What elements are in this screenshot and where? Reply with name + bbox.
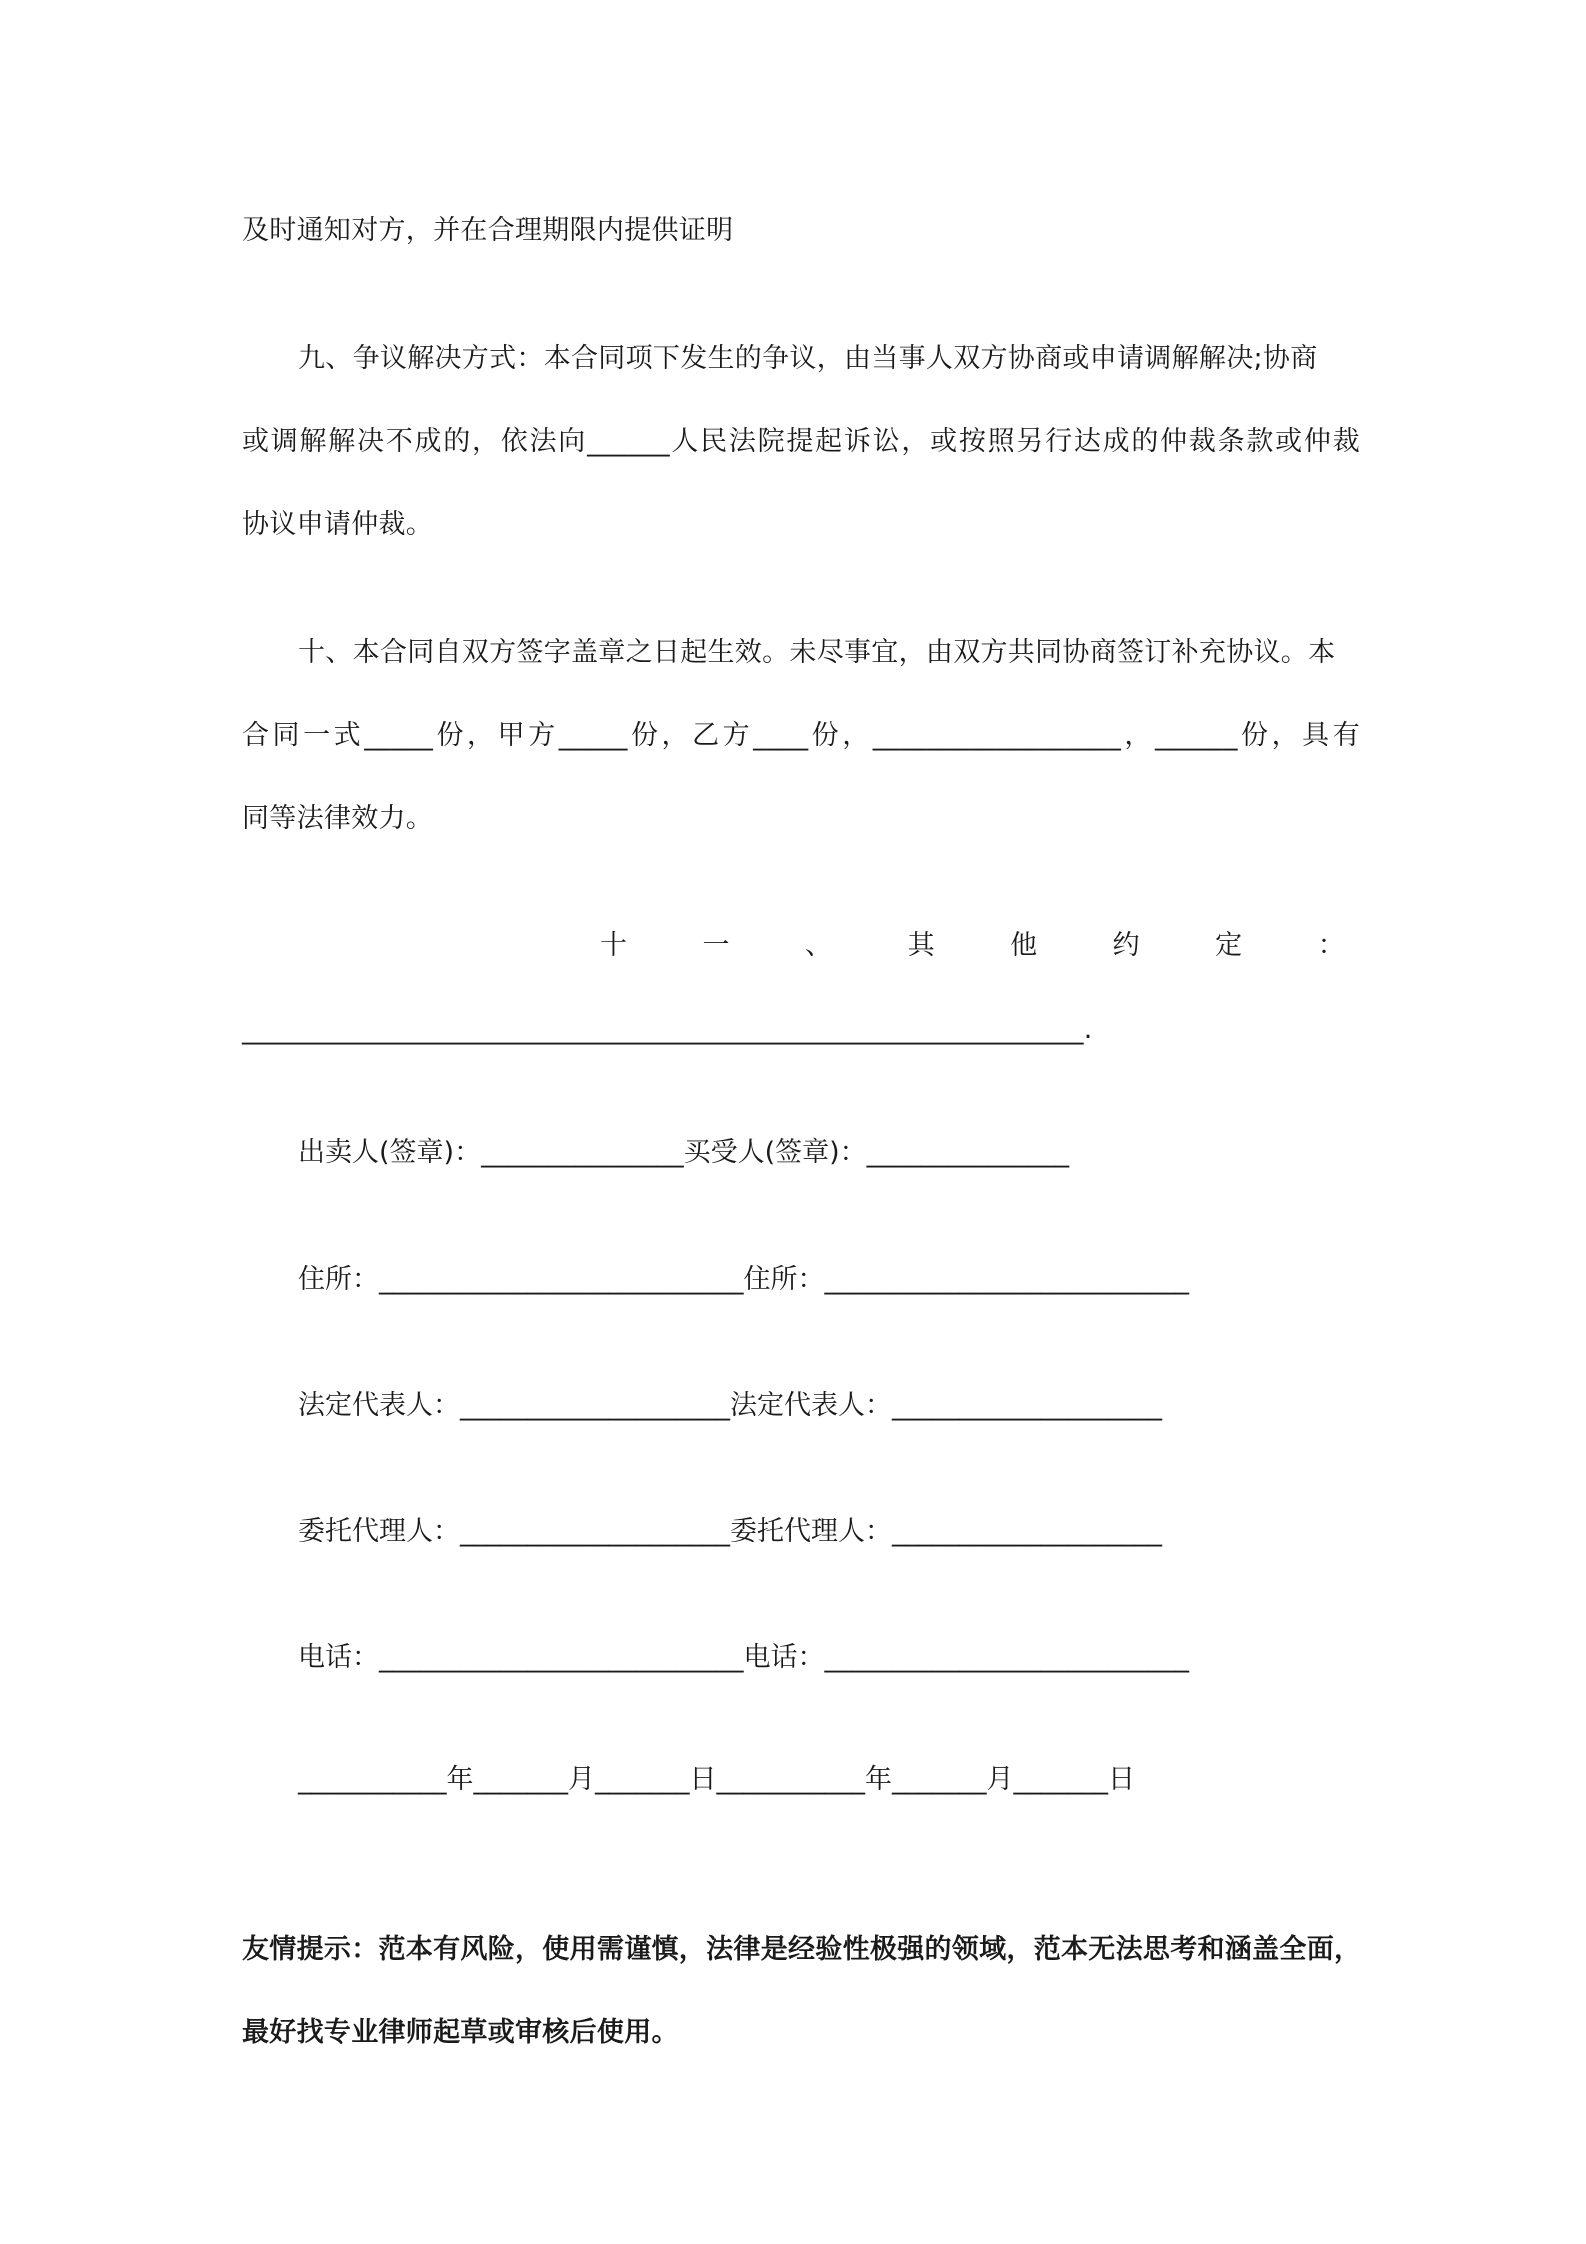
legal-representative-line: 法定代表人：____________________法定代表人：____________________ [298, 1390, 1162, 1421]
article10-line1: 十、本合同自双方签字盖章之日起生效。未尽事宜，由双方共同协商签订补充协议。本 [298, 637, 1336, 668]
article10-line2: 合同一式_____份，甲方_____份，乙方____份，__________________，______份，具有 [242, 720, 1360, 751]
agent-line: 委托代理人：____________________委托代理人：____________________ [298, 1516, 1162, 1547]
notice-line1: 友情提示：范本有风险，使用需谨慎，法律是经验性极强的领域，范本无法思考和涵盖全面， [242, 1934, 1362, 1965]
notice-line2: 最好找专业律师起草或审核后使用。 [242, 2017, 679, 2048]
article8-tail: 及时通知对方，并在合理期限内提供证明 [242, 215, 734, 246]
article9-line3: 协议申请仲裁。 [242, 509, 434, 540]
date-line: ___________年_______月_______日___________年_______月_______日 [298, 1764, 1135, 1795]
article9-line1: 九、争议解决方式：本合同项下发生的争议，由当事人双方协商或申请调解解决;协商 [298, 343, 1318, 374]
article11-blank: _____________________________________________________________. [242, 1014, 1093, 1045]
address-line: 住所：___________________________住所：___________________________ [298, 1264, 1189, 1295]
article10-line3: 同等法律效力。 [242, 803, 434, 834]
article9-line2: 或调解解决不成的，依法向______人民法院提起诉讼，或按照另行达成的仲裁条款或仲裁 [242, 426, 1360, 457]
phone-line: 电话：___________________________电话：___________________________ [298, 1642, 1189, 1673]
seller-buyer-signature: 出卖人(签章)：_______________买受人(签章)：_______________ [298, 1137, 1070, 1168]
article11-heading: 十 一 、 其 他 约 定 ： [600, 930, 1345, 961]
